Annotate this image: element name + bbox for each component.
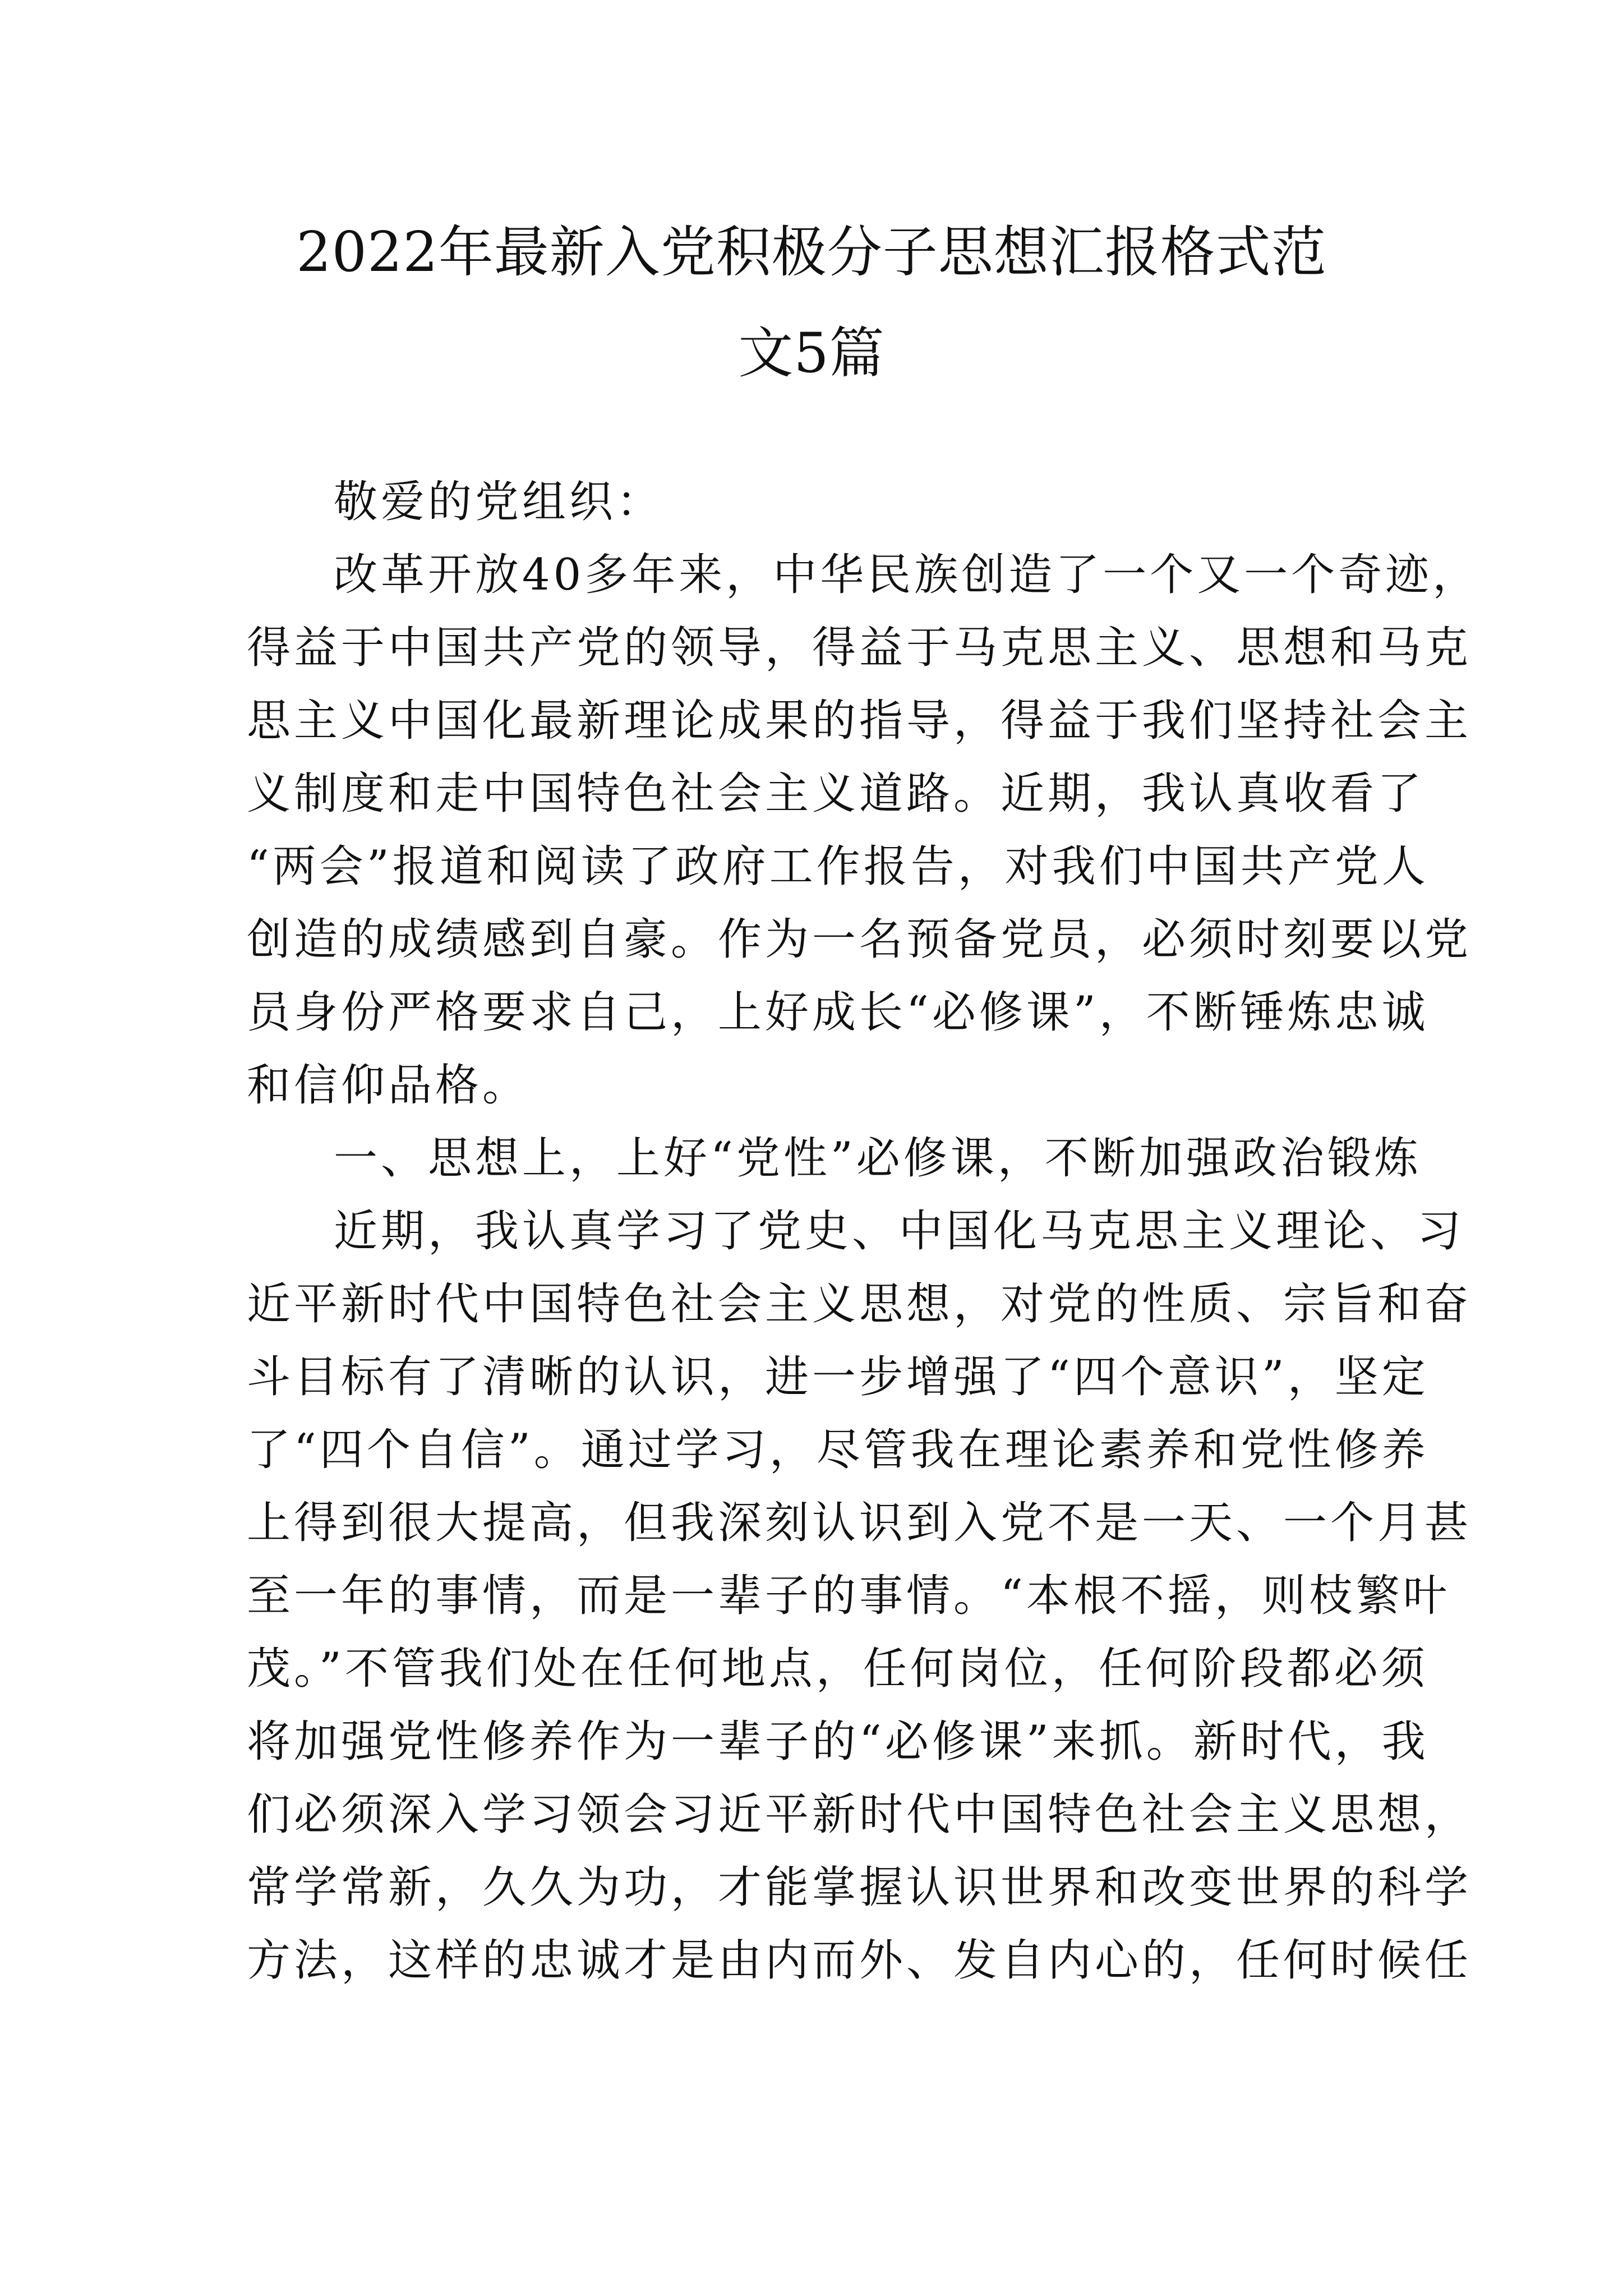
paragraph-line: 和信仰品格。 — [247, 1060, 530, 1111]
paragraph-line: 近期，我认真学习了党史、中国化马克思主义理论、习 — [334, 1206, 1465, 1257]
section-heading: 一、思想上，上好“党性”必修课，不断加强政治锻炼 — [334, 1133, 1422, 1184]
paragraph-line: 斗目标有了清晰的认识，进一步增强了“四个意识”，坚定 — [247, 1352, 1429, 1402]
paragraph-line: 至一年的事情，而是一辈子的事情。“本根不摇，则枝繁叶 — [247, 1571, 1450, 1621]
document-title — [168, 202, 1455, 404]
paragraph-line: 创造的成绩感到自豪。作为一名预备党员，必须时刻要以党 — [247, 914, 1472, 965]
paragraph-line: 们必须深入学习领会习近平新时代中国特色社会主义思想， — [247, 1789, 1472, 1840]
paragraph-line: 近平新时代中国特色社会主义思想，对党的性质、宗旨和奋 — [247, 1279, 1472, 1329]
paragraph-line: “两会”报道和阅读了政府工作报告，对我们中国共产党人 — [247, 841, 1429, 892]
paragraph-line: 将加强党性修养作为一辈子的“必修课”来抓。新时代，我 — [247, 1717, 1429, 1767]
paragraph-line: 方法，这样的忠诚才是由内而外、发自内心的，任何时候任 — [247, 1935, 1472, 1986]
paragraph-line: 茂。”不管我们处在任何地点，任何岗位，任何阶段都必须 — [247, 1644, 1428, 1694]
paragraph-line: 常学常新，久久为功，才能掌握认识世界和改变世界的科学 — [247, 1862, 1472, 1913]
title-line: 文5篇 — [738, 321, 885, 385]
paragraph-line: 得益于中国共产党的领导，得益于马克思主义、思想和马克 — [247, 623, 1472, 673]
paragraph-line: 员身份严格要求自己，上好成长“必修课”，不断锤炼忠诚 — [247, 987, 1429, 1038]
paragraph-line: 思主义中国化最新理论成果的指导，得益于我们坚持社会主 — [247, 696, 1472, 746]
paragraph-line: 上得到很大提高，但我深刻认识到入党不是一天、一个月甚 — [247, 1498, 1472, 1548]
paragraph-line: 了“四个自信”。通过学习，尽管我在理论素养和党性修养 — [247, 1425, 1429, 1475]
title-line: 2022年最新入党积极分子思想汇报格式范 — [296, 220, 1327, 284]
paragraph-line: 改革开放40多年来，中华民族创造了一个又一个奇迹， — [334, 550, 1480, 600]
paragraph-line: 义制度和走中国特色社会主义道路。近期，我认真收看了 — [247, 769, 1425, 819]
salutation: 敬爱的党组织： — [334, 477, 664, 527]
